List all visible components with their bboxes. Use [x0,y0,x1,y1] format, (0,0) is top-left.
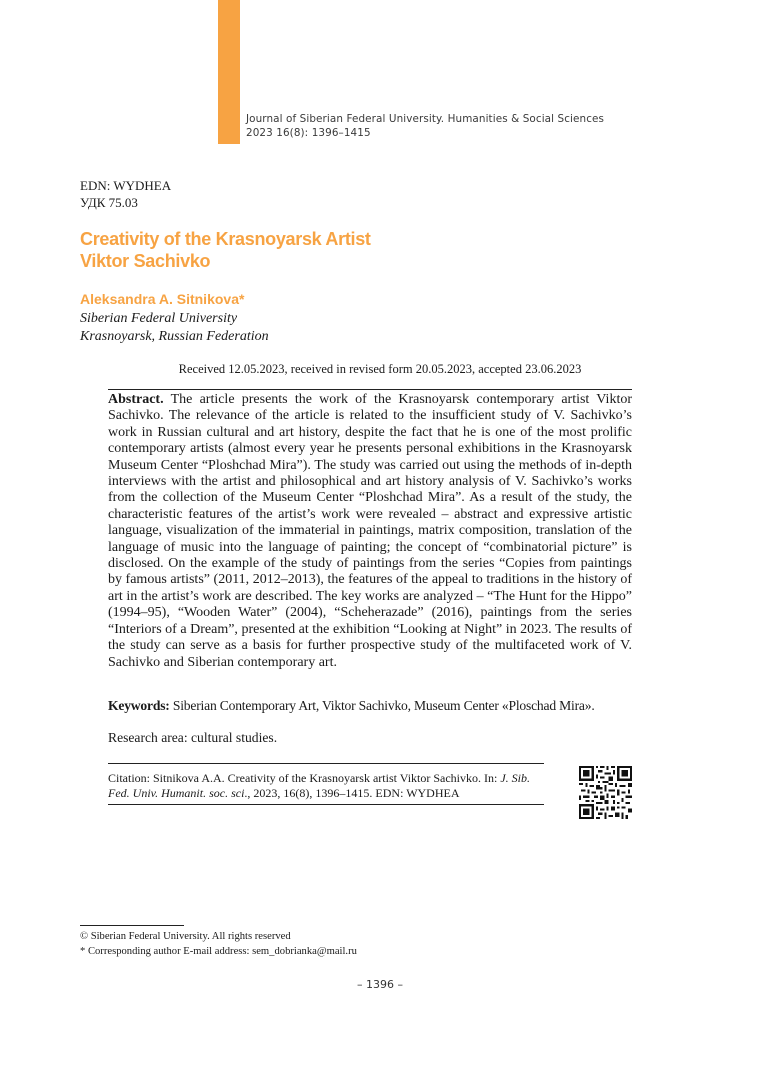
article-title-line1: Creativity of the Krasnoyarsk Artist [80,229,371,249]
edn-id: EDN: WYDHEA [80,178,172,193]
author-name: Aleksandra A. Sitnikova* [80,291,245,307]
copyright-note: © Siberian Federal University. All rights reserved [80,931,291,942]
footnotes [80,930,357,959]
author-affiliation [80,310,269,346]
qr-code-icon[interactable] [579,766,632,819]
page-number: – 1396 – [357,978,403,991]
citation-journal: J. Sib. Fed. Univ. Humanit. soc. sci [108,771,531,800]
udk-id: УДК 75.03 [80,195,138,210]
research-area: Research area: cultural studies. [108,730,278,745]
identifiers [80,177,171,211]
journal-issue: 2023 16(8): 1396–1415 [246,127,371,139]
abstract-label: Abstract. [108,392,164,407]
journal-name: Journal of Siberian Federal University. Humanities & Social Sciences [246,113,605,125]
journal-header [246,112,604,140]
citation-suffix: ., 2023, 16(8), 1396–1415. EDN: WYDHEA [244,786,460,800]
affiliation-location: Krasnoyarsk, Russian Federation [80,329,269,344]
affiliation-university: Siberian Federal University [80,311,238,326]
citation [108,771,548,801]
corresponding-author-note: * Corresponding author E-mail address: sem_dobrianka@mail.ru [80,945,357,957]
divider [108,389,632,390]
divider [108,804,544,805]
abstract-text: The article presents the work of the Krasnoyarsk contemporary artist Viktor Sachivko. The relevance of the article is related to the insufficient study of V. Sachivko’s work in Russian cultural and art history, despite the fact that he is one of the most prolific contemporary artists (almost every year he presents personal exhibitions in the Krasnoyarsk Museum Center “Ploshchad Mira”). The study was carried out using the methods of in-depth interviews with the artist and philosophical and art history analysis of V. Sachivko’s works from the collection of the Museum Center “Ploshchad Mira”. As a result of the study, the characteristic features of the artist’s work were revealed – abstract and expressive artistic language, visualization of the immaterial in paintings, matrix composition, translation of the language of music into the language of painting; the concept of “combinatorial picture” is disclosed. On the example of the study of paintings from the series “Copies from paintings by famous artists” (2011, 2012–2013), the features of the appeal to traditions in the history of art in the artist’s work are described. The key works are analyzed – “The Hunt for the Hippo” (1994–95), “Wooden Water” (2004), “Scheherazade” (2016), paintings from the series “Interiors of a Dream”, presented at the exhibition “Looking at Night” in 2023. The results of the study can serve as a basis for further prospective study of the multifaceted work of V. Sachivko and Siberian contemporary art. [108,392,632,670]
received-dates: Received 12.05.2023, received in revised form 20.05.2023, accepted 23.06.2023 [178,362,582,376]
keywords-label: Keywords: [108,698,170,713]
footnote-divider [80,925,184,926]
journal-accent-bar [218,0,240,144]
keywords [108,697,648,714]
article-title-line2: Viktor Sachivko [80,251,211,271]
article-title [80,228,371,272]
keywords-text: Siberian Contemporary Art, Viktor Sachivko, Museum Center «Ploschad Mira». [172,698,595,713]
citation-prefix: Citation: Sitnikova A.A. Creativity of the Krasnoyarsk artist Viktor Sachivko. In: [108,771,501,785]
abstract [108,392,632,671]
divider [108,763,544,764]
